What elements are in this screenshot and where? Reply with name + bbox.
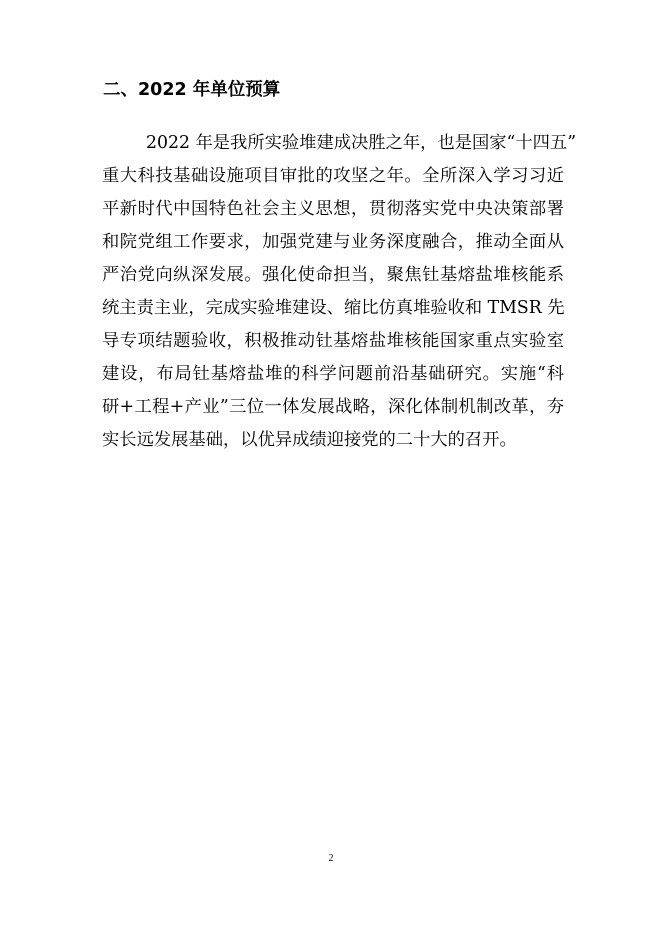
paragraph-line: 严治党向纵深发展。强化使命担当，聚焦钍基熔盐堆核能系 bbox=[102, 265, 564, 285]
paragraph-line: 和院党组工作要求，加强党建与业务深度融合，推动全面从 bbox=[102, 232, 564, 252]
paragraph-line: 实长远发展基础，以优异成绩迎接党的二十大的召开。 bbox=[102, 430, 517, 450]
paragraph-line: 重大科技基础设施项目审批的攻坚之年。全所深入学习习近 bbox=[102, 166, 564, 186]
paragraph-line: 导专项结题验收，积极推动钍基熔盐堆核能国家重点实验室 bbox=[102, 331, 564, 351]
page-number: 2 bbox=[328, 853, 334, 864]
paragraph-line: 研+工程+产业”三位一体发展战略，深化体制机制改革，夯 bbox=[102, 397, 564, 417]
paragraph-line: 统主责主业，完成实验堆建设、缩比仿真堆验收和 TMSR 先 bbox=[102, 298, 565, 318]
paragraph-line: 建设，布局钍基熔盐堆的科学问题前沿基础研究。实施“科 bbox=[102, 364, 564, 384]
paragraph-line: 平新时代中国特色社会主义思想，贯彻落实党中央决策部署 bbox=[102, 199, 564, 219]
body-paragraph bbox=[102, 127, 577, 457]
section-heading: 二、2022 年单位预算 bbox=[103, 80, 281, 100]
paragraph-line: 2022 年是我所实验堆建成决胜之年，也是国家“十四五” bbox=[146, 133, 577, 153]
